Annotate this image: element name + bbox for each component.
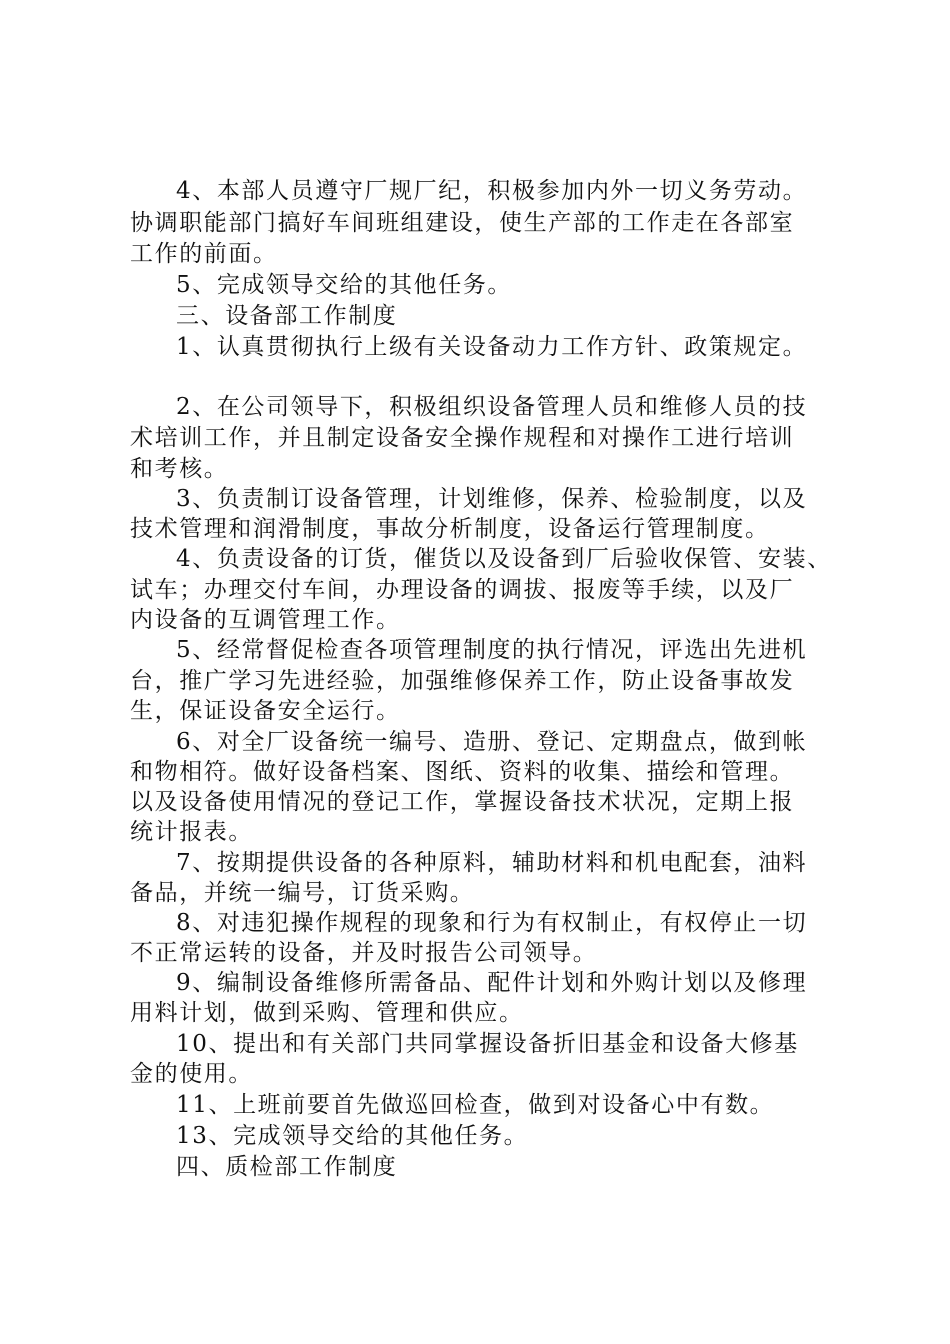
text-line: 生，保证设备安全运行。	[130, 698, 401, 724]
text-line: 以及设备使用情况的登记工作，掌握设备技术状况，定期上报	[130, 789, 795, 815]
text-line: 金的使用。	[130, 1061, 253, 1087]
text-line: 和物相符。做好设备档案、图纸、资料的收集、描绘和管理。	[130, 759, 795, 785]
text-line: 技术管理和润滑制度，事故分析制度，设备运行管理制度。	[130, 516, 770, 542]
text-line: 3、负责制订设备管理，计划维修，保养、检验制度，以及	[176, 486, 808, 512]
text-line: 4、本部人员遵守厂规厂纪，积极参加内外一切义务劳动。	[176, 178, 808, 204]
text-line: 试车；办理交付车间，办理设备的调拔、报废等手续，以及厂	[130, 577, 795, 603]
section-heading: 三、设备部工作制度	[176, 303, 398, 329]
text-line: 8、对违犯操作规程的现象和行为有权制止，有权停止一切	[176, 910, 808, 936]
text-line: 备品，并统一编号，订货采购。	[130, 880, 475, 906]
text-line: 5、完成领导交给的其他任务。	[176, 272, 513, 298]
section-heading: 四、质检部工作制度	[176, 1154, 398, 1180]
text-line: 13、完成领导交给的其他任务。	[176, 1123, 529, 1149]
text-line: 11、上班前要首先做巡回检查，做到对设备心中有数。	[176, 1092, 775, 1118]
text-line: 2、在公司领导下，积极组织设备管理人员和维修人员的技	[176, 394, 808, 420]
text-line: 台，推广学习先进经验，加强维修保养工作，防止设备事故发	[130, 668, 795, 694]
text-line: 和考核。	[130, 456, 229, 482]
text-line: 协调职能部门搞好车间班组建设，使生产部的工作走在各部室	[130, 210, 795, 236]
text-line: 不正常运转的设备，并及时报告公司领导。	[130, 940, 598, 966]
text-line: 5、经常督促检查各项管理制度的执行情况，评选出先进机	[176, 637, 808, 663]
text-line: 6、对全厂设备统一编号、造册、登记、定期盘点，做到帐	[176, 729, 808, 755]
text-line: 用料计划，做到采购、管理和供应。	[130, 1000, 524, 1026]
text-line: 10、提出和有关部门共同掌握设备折旧基金和设备大修基	[176, 1031, 799, 1057]
text-line: 7、按期提供设备的各种原料，辅助材料和机电配套，油料	[176, 850, 808, 876]
text-line: 术培训工作，并且制定设备安全操作规程和对操作工进行培训	[130, 425, 795, 451]
text-line: 工作的前面。	[130, 241, 278, 267]
text-line: 内设备的互调管理工作。	[130, 607, 401, 633]
text-line: 4、负责设备的订货，催货以及设备到厂后验收保管、安装、	[176, 546, 832, 572]
text-line: 9、编制设备维修所需备品、配件计划和外购计划以及修理	[176, 970, 808, 996]
text-line: 1、认真贯彻执行上级有关设备动力工作方针、政策规定。	[176, 334, 808, 360]
text-line: 统计报表。	[130, 819, 253, 845]
